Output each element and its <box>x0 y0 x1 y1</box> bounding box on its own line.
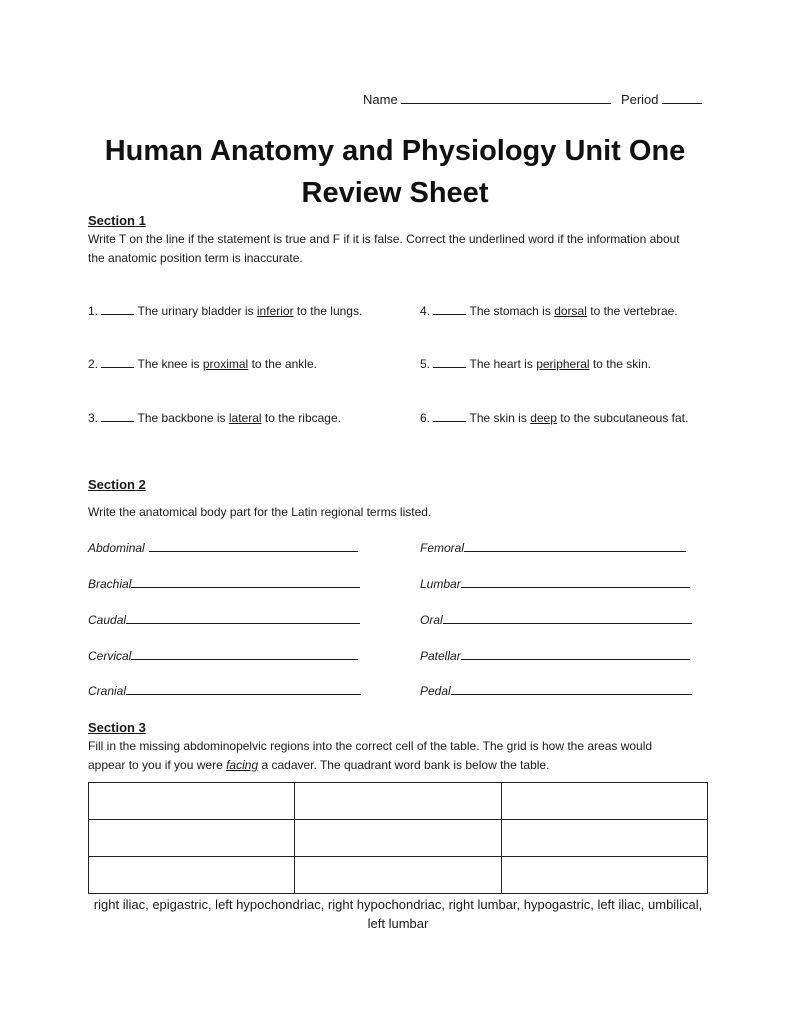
answer-line[interactable] <box>126 683 361 695</box>
question-number: 6. <box>420 411 431 425</box>
underlined-term: dorsal <box>554 304 587 318</box>
answer-blank[interactable] <box>101 356 134 368</box>
grid-cell[interactable] <box>295 820 501 857</box>
answer-line[interactable] <box>131 648 358 660</box>
question-text: The skin is <box>469 411 527 425</box>
answer-line[interactable] <box>443 612 692 624</box>
answer-line[interactable] <box>451 683 692 695</box>
section-1-heading: Section 1 <box>88 213 146 228</box>
question-text: The stomach is <box>469 304 551 318</box>
question-text: The heart is <box>469 357 533 371</box>
answer-line[interactable] <box>131 576 360 588</box>
name-blank[interactable] <box>401 92 611 104</box>
question-5 <box>420 356 651 371</box>
title-line-1: Human Anatomy and Physiology Unit One <box>104 135 686 167</box>
underlined-term: inferior <box>256 304 294 318</box>
term-brachial <box>88 576 360 591</box>
name-period-line <box>363 92 702 107</box>
abdominopelvic-grid <box>88 782 708 894</box>
term-label: Femoral <box>420 541 465 555</box>
term-label: Patellar <box>420 649 461 663</box>
term-pedal <box>420 683 692 698</box>
name-label: Name <box>363 92 398 107</box>
question-4 <box>420 303 678 318</box>
question-number: 1. <box>88 304 99 318</box>
answer-line[interactable] <box>464 540 686 552</box>
question-number: 2. <box>88 357 99 371</box>
grid-cell[interactable] <box>295 783 501 820</box>
question-text: The backbone is <box>137 411 226 425</box>
question-number: 3. <box>88 411 99 425</box>
grid-cell[interactable] <box>501 820 707 857</box>
question-1 <box>88 303 362 318</box>
question-text: The knee is <box>137 357 200 371</box>
page-title <box>60 130 730 214</box>
question-number: 5. <box>420 357 431 371</box>
section-3-instructions <box>88 737 688 775</box>
answer-blank[interactable] <box>433 356 466 368</box>
question-text-end: to the vertebrae. <box>590 304 678 318</box>
term-label: Pedal <box>420 684 451 698</box>
grid-cell[interactable] <box>89 857 295 894</box>
term-abdominal <box>88 540 358 555</box>
term-caudal <box>88 612 360 627</box>
underlined-term: peripheral <box>536 357 590 371</box>
answer-blank[interactable] <box>433 410 466 422</box>
term-lumbar <box>420 576 690 591</box>
term-label: Caudal <box>88 613 127 627</box>
grid-cell[interactable] <box>501 783 707 820</box>
grid-cell[interactable] <box>89 783 295 820</box>
title-line-2: Review Sheet <box>301 177 489 209</box>
word-bank: right iliac, epigastric, left hypochondriac, right hypochondriac, right lumbar, hypogastric, left iliac, umbilical, left lumbar <box>93 897 703 931</box>
answer-line[interactable] <box>461 576 690 588</box>
term-label: Cranial <box>88 684 127 698</box>
section-3-heading: Section 3 <box>88 720 146 735</box>
underlined-term: lateral <box>228 411 262 425</box>
question-6 <box>420 410 688 425</box>
answer-blank[interactable] <box>101 303 134 315</box>
section-2-instructions: Write the anatomical body part for the Latin regional terms listed. <box>88 505 432 519</box>
instructions-text: Fill in the missing abdominopelvic regions into the correct cell of the table. The grid is how the areas would appear to you if you were <box>88 739 653 772</box>
period-label: Period <box>620 92 659 107</box>
answer-line[interactable] <box>149 540 358 552</box>
grid-cell[interactable] <box>89 820 295 857</box>
question-text-end: to the skin. <box>592 357 651 371</box>
term-label: Oral <box>420 613 443 627</box>
term-patellar <box>420 648 690 663</box>
question-text: The urinary bladder is <box>137 304 254 318</box>
question-text-end: to the lungs. <box>296 304 363 318</box>
term-oral <box>420 612 692 627</box>
grid-cell[interactable] <box>501 857 707 894</box>
underlined-term: proximal <box>202 357 249 371</box>
answer-line[interactable] <box>126 612 360 624</box>
answer-blank[interactable] <box>433 303 466 315</box>
question-number: 4. <box>420 304 431 318</box>
instructions-text-end: a cadaver. The quadrant word bank is below the table. <box>261 758 550 772</box>
period-blank[interactable] <box>662 92 702 104</box>
grid-cell[interactable] <box>295 857 501 894</box>
answer-line[interactable] <box>461 648 690 660</box>
question-text-end: to the subcutaneous fat. <box>560 411 689 425</box>
underlined-term: deep <box>530 411 557 425</box>
instructions-emphasis: facing <box>226 758 259 772</box>
question-2 <box>88 356 317 371</box>
term-label: Abdominal <box>88 541 145 555</box>
question-text-end: to the ribcage. <box>264 411 341 425</box>
section-1-instructions: Write T on the line if the statement is true and F if it is false. Correct the underlined word if the information about the anatomic position term is inaccurate. <box>88 232 680 265</box>
answer-blank[interactable] <box>101 410 134 422</box>
term-label: Lumbar <box>420 577 461 591</box>
section-2-heading: Section 2 <box>88 477 146 492</box>
term-femoral <box>420 540 686 555</box>
term-cervical <box>88 648 358 663</box>
term-cranial <box>88 683 361 698</box>
question-text-end: to the ankle. <box>251 357 317 371</box>
term-label: Brachial <box>88 577 132 591</box>
term-label: Cervical <box>88 649 132 663</box>
question-3 <box>88 410 341 425</box>
